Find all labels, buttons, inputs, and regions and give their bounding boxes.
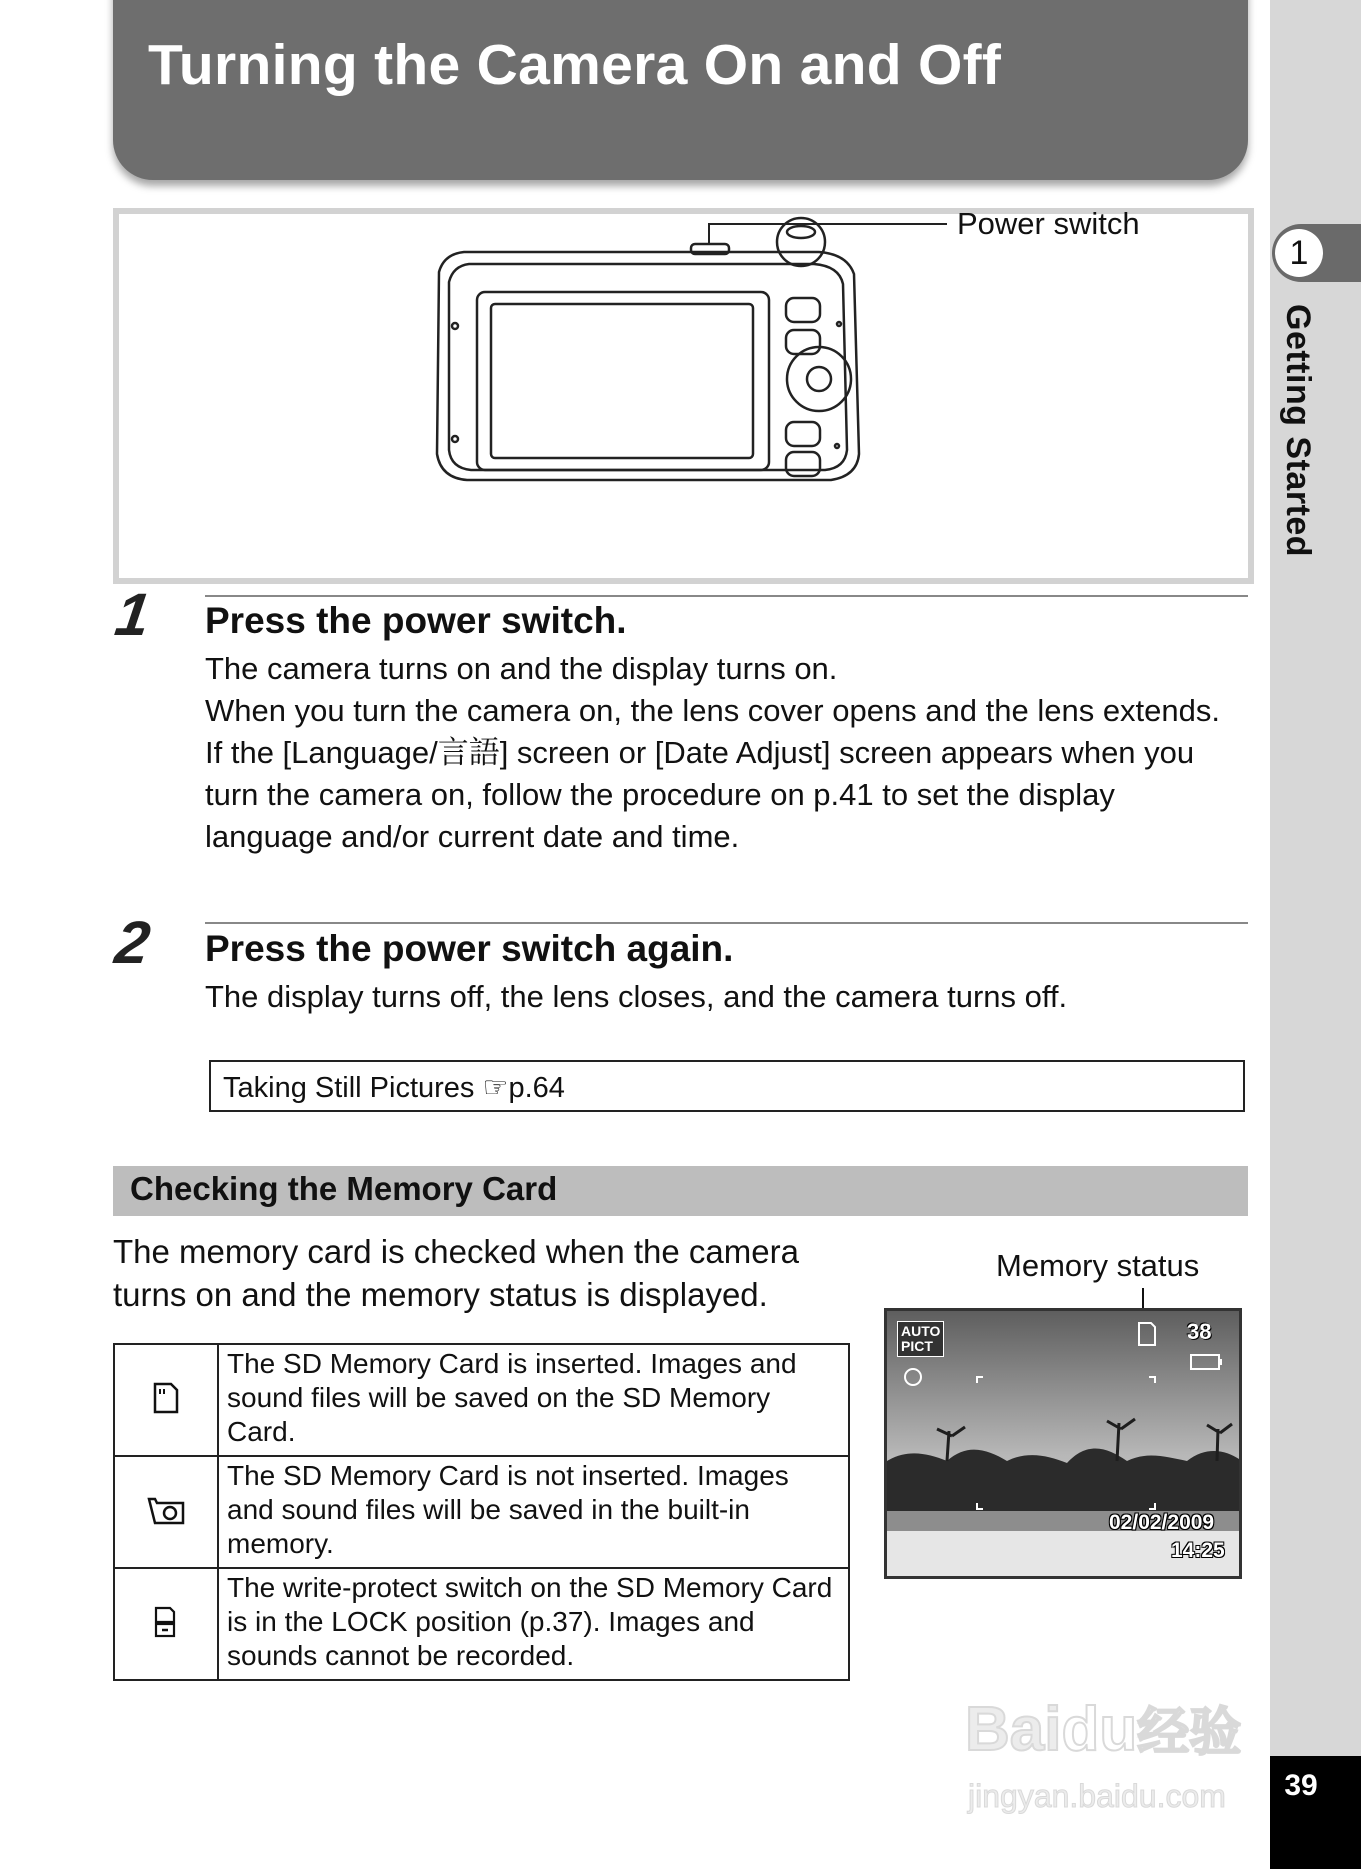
step-2-number: 2 bbox=[111, 909, 155, 976]
step-2-heading: Press the power switch again. bbox=[205, 928, 734, 969]
chapter-number: 1 bbox=[1275, 229, 1323, 277]
memory-status-callout: Memory status bbox=[996, 1248, 1200, 1283]
row-desc: The SD Memory Card is inserted. Images and sound files will be saved on the SD Memory Card. bbox=[218, 1344, 849, 1456]
step-2-body bbox=[205, 976, 1250, 1018]
step-1-rule bbox=[205, 595, 1248, 597]
step-1-line-1: The camera turns on and the display turns on. bbox=[205, 651, 838, 686]
watermark-url: jingyan.baidu.com bbox=[968, 1778, 1226, 1814]
step-1-heading: Press the power switch. bbox=[205, 600, 627, 641]
table-row bbox=[114, 1456, 849, 1568]
camera-back-illustration bbox=[119, 214, 1248, 578]
step-1-line-3: If the [Language/言語] screen or [Date Adjust] screen appears when you turn the camera on, follow the procedure on p.41 to set the display language and/or current date and time. bbox=[205, 735, 1195, 854]
screen-date: 02/02/2009 bbox=[1109, 1511, 1215, 1534]
page-title: Turning the Camera On and Off bbox=[148, 33, 1002, 97]
row-desc: The write-protect switch on the SD Memory Card is in the LOCK position (p.37). Images and sounds cannot be recorded. bbox=[218, 1568, 849, 1680]
shots-remaining: 38 bbox=[1187, 1319, 1212, 1344]
page-number: 39 bbox=[1284, 1769, 1318, 1802]
memory-status-table bbox=[113, 1343, 850, 1681]
step-1-number: 1 bbox=[111, 581, 155, 648]
step-1-line-2: When you turn the camera on, the lens cover opens and the lens extends. bbox=[205, 693, 1221, 728]
power-switch-callout: Power switch bbox=[957, 206, 1140, 241]
auto-picture-mode-icon: AUTO PICT bbox=[897, 1321, 944, 1357]
step-1-body bbox=[205, 648, 1250, 858]
table-row bbox=[114, 1568, 849, 1680]
table-row bbox=[114, 1344, 849, 1456]
step-2-rule bbox=[205, 922, 1248, 924]
chapter-name: Getting Started bbox=[1279, 304, 1317, 558]
camera-illustration-box bbox=[113, 208, 1254, 584]
step-2-line-1: The display turns off, the lens closes, and the camera turns off. bbox=[205, 979, 1068, 1014]
watermark-logo: Baidu经验 bbox=[965, 1695, 1242, 1764]
row-desc: The SD Memory Card is not inserted. Images and sound files will be saved in the built-in memory. bbox=[218, 1456, 849, 1568]
built-in-memory-icon bbox=[114, 1456, 218, 1568]
memory-intro: The memory card is checked when the camera turns on and the memory status is displayed. bbox=[113, 1233, 799, 1313]
section-title: Checking the Memory Card bbox=[130, 1170, 558, 1207]
reference-box: Taking Still Pictures ☞p.64 bbox=[209, 1060, 1245, 1112]
screen-time: 14:25 bbox=[1171, 1539, 1225, 1562]
sd-card-icon bbox=[114, 1344, 218, 1456]
lcd-screen-example bbox=[884, 1308, 1242, 1579]
card-locked-icon bbox=[114, 1568, 218, 1680]
